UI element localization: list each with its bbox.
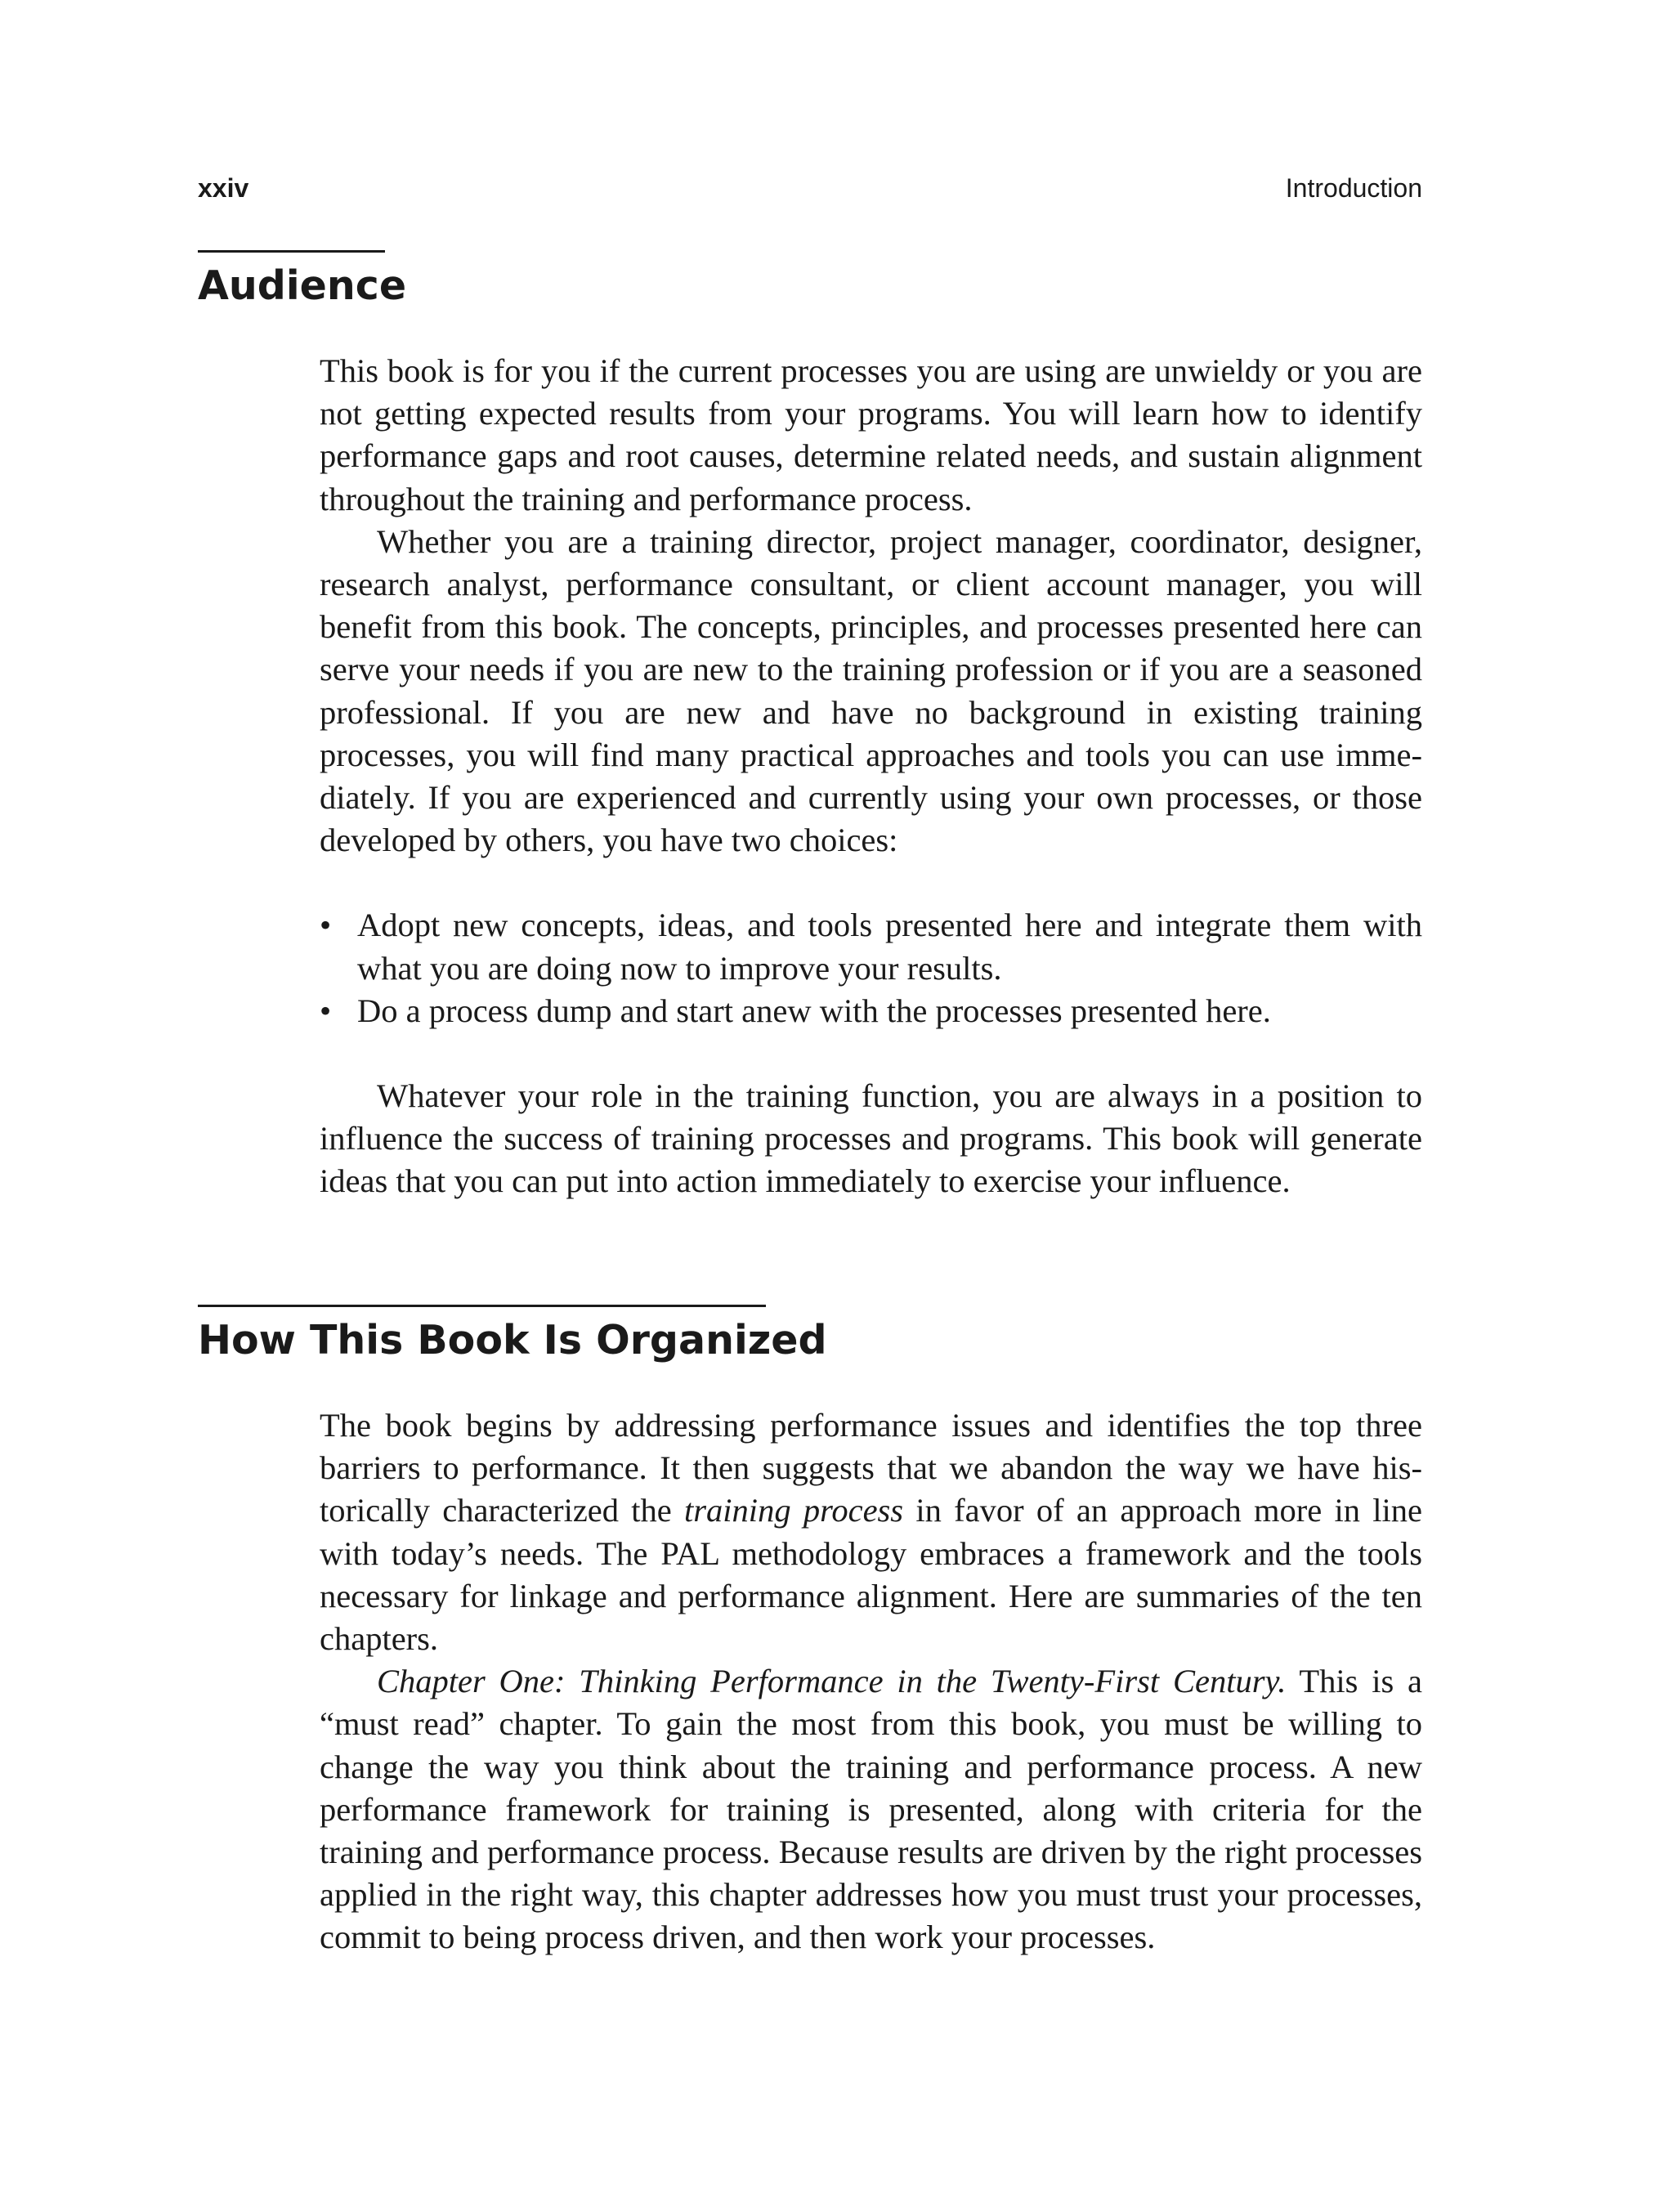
section-heading-text: How This Book Is Organized	[198, 1317, 827, 1363]
list-item-text: Do a process dump and start anew with the processes presented here.	[357, 992, 1271, 1029]
heading-rule	[198, 250, 385, 253]
list-item	[320, 904, 1422, 989]
audience-body	[320, 350, 1422, 1203]
paragraph	[320, 1404, 1422, 1660]
bullet-icon: •	[320, 992, 332, 1029]
paragraph: This book is for you if the current processes you are using are unwieldy or you are not getting expected results from your programs. You will learn how to identify performance gaps and root causes, determine related needs, and sustain alignment throughout the training and performance process.	[320, 352, 1422, 517]
paragraph: Whatever your role in the training function, you are always in a position to influence the success of training processes and programs. This book will generate ideas that you can put into action immediately to exercise your influence.	[320, 1077, 1422, 1200]
heading-rule	[198, 1305, 766, 1307]
organization-body	[320, 1404, 1422, 1959]
running-head-title: Introduction	[1285, 173, 1422, 203]
text-run: in favor of an approach more in line with today’s needs. The PAL methodology embraces a framework and the tools necessary for linkage and performance alignment. Here are summaries of the ten chapters.	[320, 1492, 1423, 1658]
page-number: xxiv	[198, 173, 249, 203]
paragraph	[320, 1660, 1422, 1959]
list-item-text: Adopt new concepts, ideas, and tools presented here and integrate them with what you are doing now to improve your results.	[357, 907, 1422, 987]
italic-term: training process	[684, 1492, 904, 1529]
text-run: The book begins by addressing performance issues and identifies the top three barriers to performance. It then suggests that we abandon the way we have historically characterized the	[320, 1407, 1422, 1529]
chapter-title: Chapter One: Thinking Performance in the Twenty-First Century.	[377, 1663, 1287, 1700]
running-head	[198, 173, 1422, 206]
section-heading-audience	[198, 250, 406, 311]
text-run: This is a “must read” chapter. To gain the most from this book, you must be willing to change the way you think about the training and performance process. A new performance framework for training is presented, along with criteria for the training and performance process. Because results are driven by the right processes applied in the right way, this chapter addresses how you must trust your processes, commit to being process driven, and then work your processes.	[320, 1663, 1422, 1956]
bullet-list	[320, 904, 1422, 1032]
bullet-icon: •	[320, 907, 332, 944]
list-item	[320, 990, 1422, 1032]
paragraph: Whether you are a training director, project manager, coordinator, designer, research analyst, performance consultant, or client account manager, you will benefit from this book. The concepts, principles, and processes presented here can serve your needs if you are new to the training profession or if you are a seasoned professional. If you are new and have no background in existing training processes, you will find many practical approaches and tools you can use immediately. If you are experienced and currently using your own processes, or those developed by others, you have two choices:	[320, 522, 1422, 859]
section-heading-organization	[198, 1305, 827, 1365]
section-heading-text: Audience	[198, 262, 407, 309]
